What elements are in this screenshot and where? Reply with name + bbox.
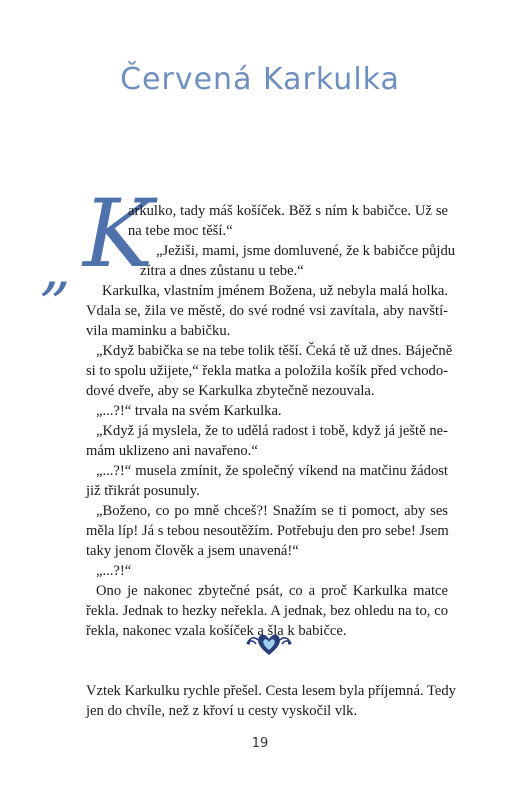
text-line: již třikrát posunuly. <box>86 483 200 499</box>
text-line: zítra a dnes zůstanu u tebe.“ <box>140 263 304 279</box>
page-number: 19 <box>251 736 269 751</box>
text-line: „Boženo, co po mně chceš?! Snažím se ti pomoct, aby ses <box>96 503 448 519</box>
drop-cap: K <box>83 180 154 289</box>
text-line: „Když já myslela, že to udělá radost i tobě, když já ještě ne- <box>96 423 448 439</box>
text-line: měla líp! Já s tebou nesoutěžím. Potřebuju den pro sebe! Jsem <box>86 523 449 539</box>
text-line: jen do chvíle, než z křoví u cesty vyskočil vlk. <box>86 703 358 719</box>
text-line: řekla, nakonec vzala košíček a šla k babičce. <box>86 623 347 639</box>
text-line: „Když babička se na tebe tolik těší. Čeká tě už dnes. Báječně <box>96 343 453 359</box>
drop-quote: „ <box>40 233 72 303</box>
page-title: Červená Karkulka <box>120 62 400 97</box>
text-line: si to spolu užijete,“ řekla matka a položila košík před vchodo- <box>86 363 448 379</box>
text-line: řekla. Jednak to hezky neřekla. A jednak, bez ohledu na to, co <box>86 603 448 619</box>
text-line: Vztek Karkulku rychle přešel. Cesta lesem byla příjemná. Tedy <box>86 683 456 699</box>
text-line: „...?!“ trvala na svém Karkulka. <box>96 403 282 419</box>
text-line: Vdala se, žila ve městě, do své rodné vsi zavítala, aby navští- <box>86 303 448 319</box>
text-line: „...?!“ <box>96 563 132 579</box>
text-line: vila maminku a babičku. <box>86 323 231 339</box>
heart-flourish-icon <box>246 628 292 658</box>
text-line: Karkulka, vlastním jménem Božena, už nebyla malá holka. <box>102 283 448 299</box>
text-line: Ono je nakonec zbytečné psát, co a proč Karkulka matce <box>96 583 448 599</box>
text-line: dové dveře, aby se Karkulka zbytečně nezouvala. <box>86 383 375 399</box>
text-line: taky jenom člověk a jsem unavená!“ <box>86 543 299 559</box>
text-line: „Ježiši, mami, jsme domluvené, že k babičce půjdu <box>156 243 456 259</box>
text-line: „...?!“ musela zmínit, že společný víkend na matčinu žádost <box>96 463 448 479</box>
text-line: mám uklizeno ani navařeno.“ <box>86 443 258 459</box>
text-line: arkulko, tady máš košíček. Běž s ním k babičce. Už se <box>128 203 448 219</box>
text-line: na tebe moc těší.“ <box>128 223 233 239</box>
